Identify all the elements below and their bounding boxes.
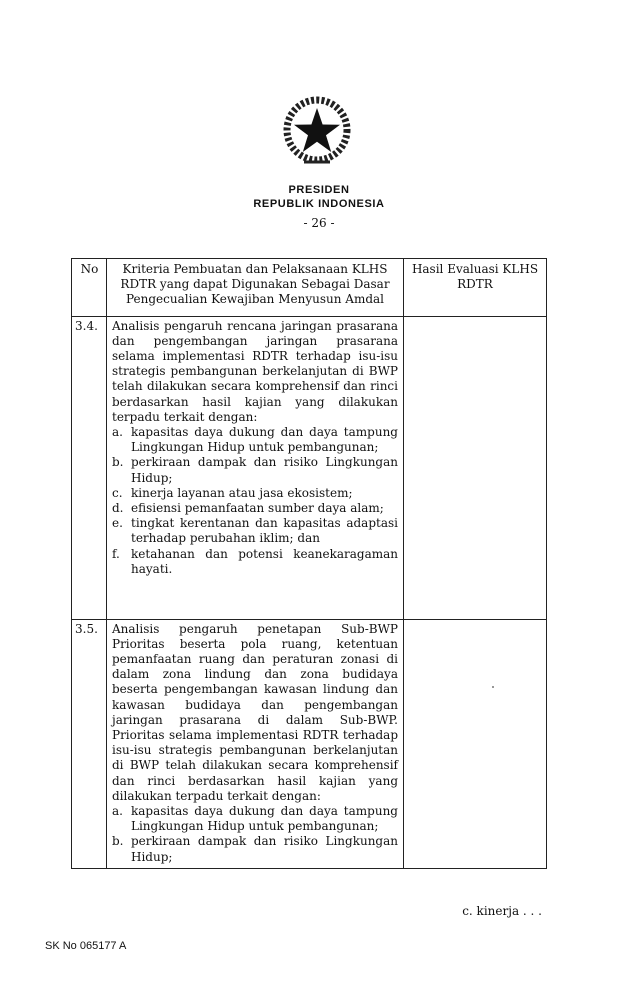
table-row (72, 316, 547, 619)
presiden-emblem-icon (274, 86, 360, 172)
criteria-table (71, 258, 547, 869)
list-item (112, 455, 398, 485)
continuation-text: c. kinerja . . . (462, 904, 542, 918)
list-item-text: ketahanan dan potensi keanekaragaman hayati. (131, 546, 398, 576)
row-criteria (107, 316, 404, 619)
row-number: 3.4. (72, 316, 107, 619)
list-item (112, 547, 398, 577)
list-marker: d. (112, 501, 124, 516)
header-presiden: PRESIDEN (288, 184, 350, 196)
list-item-text: kinerja layanan atau jasa ekosistem; (131, 485, 353, 500)
list-item (112, 425, 398, 455)
header-no: No (72, 259, 107, 317)
list-marker: b. (112, 455, 124, 470)
list-item-text: kapasitas daya dukung dan daya tampung Lingkungan Hidup untuk pembangunan; (131, 425, 398, 455)
list-item-text: perkiraan dampak dan risiko Lingkungan Hidup; (131, 834, 398, 864)
list-item-text: efisiensi pemanfaatan sumber daya alam; (131, 501, 384, 516)
table-row (72, 619, 547, 868)
list-item-text: perkiraan dampak dan risiko Lingkungan Hidup; (131, 455, 398, 485)
list-marker: a. (112, 425, 123, 440)
row-hasil (404, 316, 547, 619)
list-item (112, 834, 398, 864)
scan-speck (492, 686, 494, 688)
footer-document-code: SK No 065177 A (45, 940, 127, 952)
criteria-list (112, 425, 398, 577)
table-header-row (72, 259, 547, 317)
row-hasil (404, 619, 547, 868)
list-item (112, 804, 398, 834)
list-marker: a. (112, 804, 123, 819)
list-item (112, 486, 398, 501)
list-item-text: tingkat kerentanan dan kapasitas adaptasi terhadap perubahan iklim; dan (131, 516, 398, 546)
list-item (112, 516, 398, 546)
header-hasil: Hasil Evaluasi KLHS RDTR (404, 259, 547, 317)
row-criteria (107, 619, 404, 868)
row-number: 3.5. (72, 619, 107, 868)
header-republik-indonesia: REPUBLIK INDONESIA (253, 198, 385, 210)
list-item-text: kapasitas daya dukung dan daya tampung Lingkungan Hidup untuk pembangunan; (131, 804, 398, 834)
list-item (112, 501, 398, 516)
criteria-list (112, 804, 398, 865)
list-marker: f. (112, 546, 120, 561)
page-number: - 26 - (303, 216, 335, 230)
criteria-paragraph: Analisis pengaruh rencana jaringan prasarana dan pengembangan jaringan prasarana selama implementasi RDTR terhadap isu-isu strategis pembangunan berkelanjutan di BWP telah dilakukan secara komprehensif dan rinci berdasarkan hasil kajian yang dilakukan terpadu terkait dengan: (112, 318, 398, 424)
criteria-paragraph: Analisis pengaruh penetapan Sub-BWP Prioritas beserta pola ruang, ketentuan pemanfaatan ruang dan peraturan zonasi di dalam zona lindung dan zona budidaya beserta pengembangan kawasan lindung dan kawasan budidaya dan pengembangan jaringan prasarana di dalam Sub-BWP. Prioritas selama implementasi RDTR terhadap isu-isu strategis pembangunan berkelanjutan di BWP telah dilakukan secara komprehensif dan rinci berdasarkan hasil kajian yang dilakukan terpadu terkait dengan: (112, 621, 398, 803)
header-kriteria: Kriteria Pembuatan dan Pelaksanaan KLHS RDTR yang dapat Digunakan Sebagai Dasar Pengecualian Kewajiban Menyusun Amdal (107, 259, 404, 317)
list-marker: b. (112, 834, 124, 849)
list-marker: c. (112, 485, 123, 500)
list-marker: e. (112, 516, 123, 531)
